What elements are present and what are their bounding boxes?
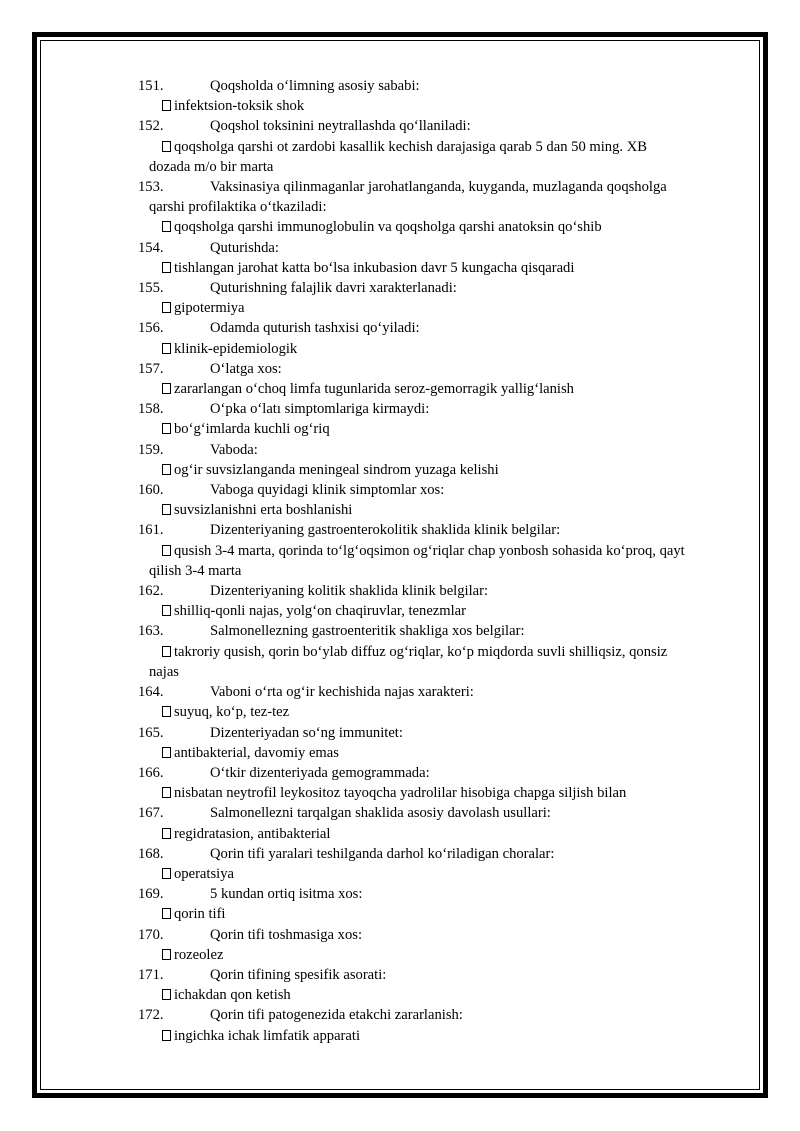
question-text: Salmonellezning gastroenteritik shakliga xos belgilar:: [210, 623, 525, 640]
question-number: 165.: [138, 724, 164, 741]
question-text: Qoqshol toksinini neytrallashda qo‘llaniladi:: [210, 118, 471, 135]
question-item: [138, 238, 750, 278]
question-text: Dizenteriyaning kolitik shaklida klinik belgilar:: [210, 583, 489, 600]
question-item: [138, 520, 750, 581]
question-line: [138, 480, 750, 500]
answer-line: [138, 702, 750, 722]
question-number: 168.: [138, 845, 164, 862]
question-item: [138, 844, 750, 884]
question-item: [138, 278, 750, 318]
answer-text: zararlangan o‘choq limfa tugunlarida seroz-gemorragik yallig‘lanish: [174, 381, 574, 398]
answer-text: shilliq-qonli najas, yolg‘on chaqiruvlar, tenezmlar: [174, 603, 467, 620]
question-number: 153.: [138, 179, 164, 196]
question-item: [138, 177, 750, 238]
answer-marker-icon: [162, 1030, 171, 1041]
question-text: Vaksinasiya qilinmaganlar jarohatlanganda, kuyganda, muzlaganda qoqsholga: [210, 179, 667, 196]
answer-marker-icon: [162, 646, 171, 657]
question-line: [138, 581, 750, 601]
answer-line: [138, 258, 750, 278]
answer-line: [138, 642, 750, 662]
answer-marker-icon: [162, 302, 171, 313]
question-number: 159.: [138, 441, 164, 458]
question-line: [138, 884, 750, 904]
answer-line: [138, 460, 750, 480]
question-number: 164.: [138, 684, 164, 701]
question-line: [138, 621, 750, 641]
question-line: [138, 844, 750, 864]
question-line: [138, 763, 750, 783]
question-text: Qorin tifi yaralari teshilganda darhol ko‘riladigan choralar:: [210, 845, 555, 862]
question-number: 154.: [138, 239, 164, 256]
question-number: 158.: [138, 401, 164, 418]
answer-text: qoqsholga qarshi immunoglobulin va qoqsholga qarshi anatoksin qo‘shib: [174, 219, 602, 236]
question-item: [138, 399, 750, 439]
answer-text: qoqsholga qarshi ot zardobi kasallik kechish darajasiga qarab 5 dan 50 ming. XB: [174, 138, 647, 155]
question-line: [138, 520, 750, 540]
answer-marker-icon: [162, 464, 171, 475]
question-item: [138, 480, 750, 520]
question-line: [138, 723, 750, 743]
question-item: [138, 318, 750, 358]
question-line: [138, 318, 750, 338]
answer-line: [138, 945, 750, 965]
answer-text: operatsiya: [174, 865, 234, 882]
question-item: [138, 621, 750, 682]
answer-marker-icon: [162, 868, 171, 879]
answer-marker-icon: [162, 141, 171, 152]
answer-line: [138, 743, 750, 763]
answer-line: [138, 500, 750, 520]
answer-text: rozeolez: [174, 946, 224, 963]
question-number: 170.: [138, 926, 164, 943]
question-item: [138, 723, 750, 763]
question-line: [138, 1005, 750, 1025]
answer-marker-icon: [162, 343, 171, 354]
answer-marker-icon: [162, 706, 171, 717]
answer-text: takroriy qusish, qorin bo‘ylab diffuz og‘riqlar, ko‘p miqdorda suvli shilliqsiz, qonsiz: [174, 643, 668, 660]
question-number: 151.: [138, 78, 164, 94]
question-item: [138, 440, 750, 480]
answer-line: [138, 379, 750, 399]
answer-line: [138, 96, 750, 116]
question-number: 163.: [138, 623, 164, 640]
answer-line: [138, 298, 750, 318]
question-text: Qorin tifining spesifik asorati:: [210, 966, 387, 983]
question-text: Qorin tifi toshmasiga xos:: [210, 926, 363, 943]
answer-marker-icon: [162, 221, 171, 232]
question-line: [138, 399, 750, 419]
answer-marker-icon: [162, 504, 171, 515]
question-line: [138, 925, 750, 945]
answer-text: nisbatan neytrofil leykositoz tayoqcha yadrolilar hisobiga chapga siljish bilan: [174, 785, 627, 802]
question-line: [138, 76, 750, 96]
question-line: [138, 278, 750, 298]
answer-text: bo‘g‘imlarda kuchli og‘riq: [174, 421, 330, 438]
question-text: O‘pka o‘latı simptomlariga kirmaydi:: [210, 401, 430, 418]
answer-marker-icon: [162, 545, 171, 556]
question-number: 162.: [138, 583, 164, 600]
answer-line: [138, 1026, 750, 1046]
answer-text: infektsion-toksik shok: [174, 98, 305, 115]
question-number: 166.: [138, 764, 164, 781]
question-item: [138, 116, 750, 177]
question-number: 156.: [138, 320, 164, 337]
question-line: [138, 803, 750, 823]
answer-marker-icon: [162, 100, 171, 111]
question-line: [138, 682, 750, 702]
question-item: [138, 1005, 750, 1045]
answer-marker-icon: [162, 949, 171, 960]
question-text: O‘tkir dizenteriyada gemogrammada:: [210, 764, 430, 781]
answer-line: [138, 137, 750, 157]
answer-line: [138, 217, 750, 237]
answer-text: suyuq, ko‘p, tez-tez: [174, 704, 290, 721]
question-text: Vaboni o‘rta og‘ir kechishida najas xarakteri:: [210, 684, 474, 701]
answer-marker-icon: [162, 605, 171, 616]
answer-marker-icon: [162, 989, 171, 1000]
question-number: 160.: [138, 482, 164, 499]
question-text: Quturishda:: [210, 239, 279, 256]
question-item: [138, 925, 750, 965]
question-line: [138, 440, 750, 460]
answer-marker-icon: [162, 787, 171, 798]
answer-line: [138, 339, 750, 359]
question-item: [138, 803, 750, 843]
answer-line: [138, 864, 750, 884]
answer-marker-icon: [162, 828, 171, 839]
question-text: Dizenteriyadan so‘ng immunitet:: [210, 724, 403, 741]
answer-line: [138, 904, 750, 924]
question-item: [138, 682, 750, 722]
answer-text: qorin tifi: [174, 906, 226, 923]
question-list: [138, 76, 750, 1046]
question-text: Qoqsholda o‘limning asosiy sababi:: [210, 78, 420, 94]
question-text: Salmonellezni tarqalgan shaklida asosiy davolash usullari:: [210, 805, 551, 822]
answer-marker-icon: [162, 423, 171, 434]
answer-marker-icon: [162, 908, 171, 919]
question-number: 172.: [138, 1007, 164, 1024]
answer-text: og‘ir suvsizlanganda meningeal sindrom yuzaga kelishi: [174, 461, 499, 478]
question-item: [138, 884, 750, 924]
question-text-continued: qarshi profilaktika o‘tkaziladi:: [149, 199, 327, 216]
answer-line: [138, 419, 750, 439]
answer-text: qusish 3-4 marta, qorinda to‘lg‘oqsimon og‘riqlar chap yonbosh sohasida ko‘proq, qayt: [174, 542, 685, 559]
question-number: 167.: [138, 805, 164, 822]
question-text: 5 kundan ortiq isitma xos:: [210, 886, 363, 903]
answer-marker-icon: [162, 262, 171, 273]
question-line: [138, 359, 750, 379]
question-text: O‘latga xos:: [210, 360, 282, 377]
question-text: Quturishning falajlik davri xarakterlanadi:: [210, 280, 457, 297]
question-number: 169.: [138, 886, 164, 903]
question-number: 152.: [138, 118, 164, 135]
question-number: 171.: [138, 966, 164, 983]
question-item: [138, 76, 750, 116]
answer-text: suvsizlanishni erta boshlanishi: [174, 502, 353, 519]
question-text: Vaboda:: [210, 441, 258, 458]
question-item: [138, 581, 750, 621]
answer-text-continued: najas: [149, 663, 179, 680]
question-line: [138, 116, 750, 136]
answer-text: ichakdan qon ketish: [174, 987, 291, 1004]
question-text: Dizenteriyaning gastroenterokolitik shaklida klinik belgilar:: [210, 522, 561, 539]
question-line: [138, 177, 750, 197]
answer-line: [138, 541, 750, 561]
answer-line: [138, 783, 750, 803]
question-text: Qorin tifi patogenezida etakchi zararlanish:: [210, 1007, 463, 1024]
question-line: [138, 238, 750, 258]
answer-marker-icon: [162, 747, 171, 758]
answer-text: regidratasion, antibakterial: [174, 825, 331, 842]
answer-text-continued: dozada m/o bir marta: [149, 158, 274, 175]
question-number: 155.: [138, 280, 164, 297]
question-item: [138, 763, 750, 803]
question-number: 157.: [138, 360, 164, 377]
answer-text: gipotermiya: [174, 300, 245, 317]
question-item: [138, 359, 750, 399]
question-text: Odamda quturish tashxisi qo‘yiladi:: [210, 320, 420, 337]
answer-line: [138, 824, 750, 844]
answer-text-continued: qilish 3-4 marta: [149, 562, 242, 579]
answer-line: [138, 985, 750, 1005]
answer-text: tishlangan jarohat katta bo‘lsa inkubasion davr 5 kungacha qisqaradi: [174, 259, 575, 276]
question-line: [138, 965, 750, 985]
question-number: 161.: [138, 522, 164, 539]
answer-text: ingichka ichak limfatik apparati: [174, 1027, 360, 1044]
answer-text: antibakterial, davomiy emas: [174, 744, 339, 761]
question-text: Vaboga quyidagi klinik simptomlar xos:: [210, 482, 445, 499]
question-item: [138, 965, 750, 1005]
answer-line: [138, 601, 750, 621]
answer-text: klinik-epidemiologik: [174, 340, 298, 357]
answer-marker-icon: [162, 383, 171, 394]
